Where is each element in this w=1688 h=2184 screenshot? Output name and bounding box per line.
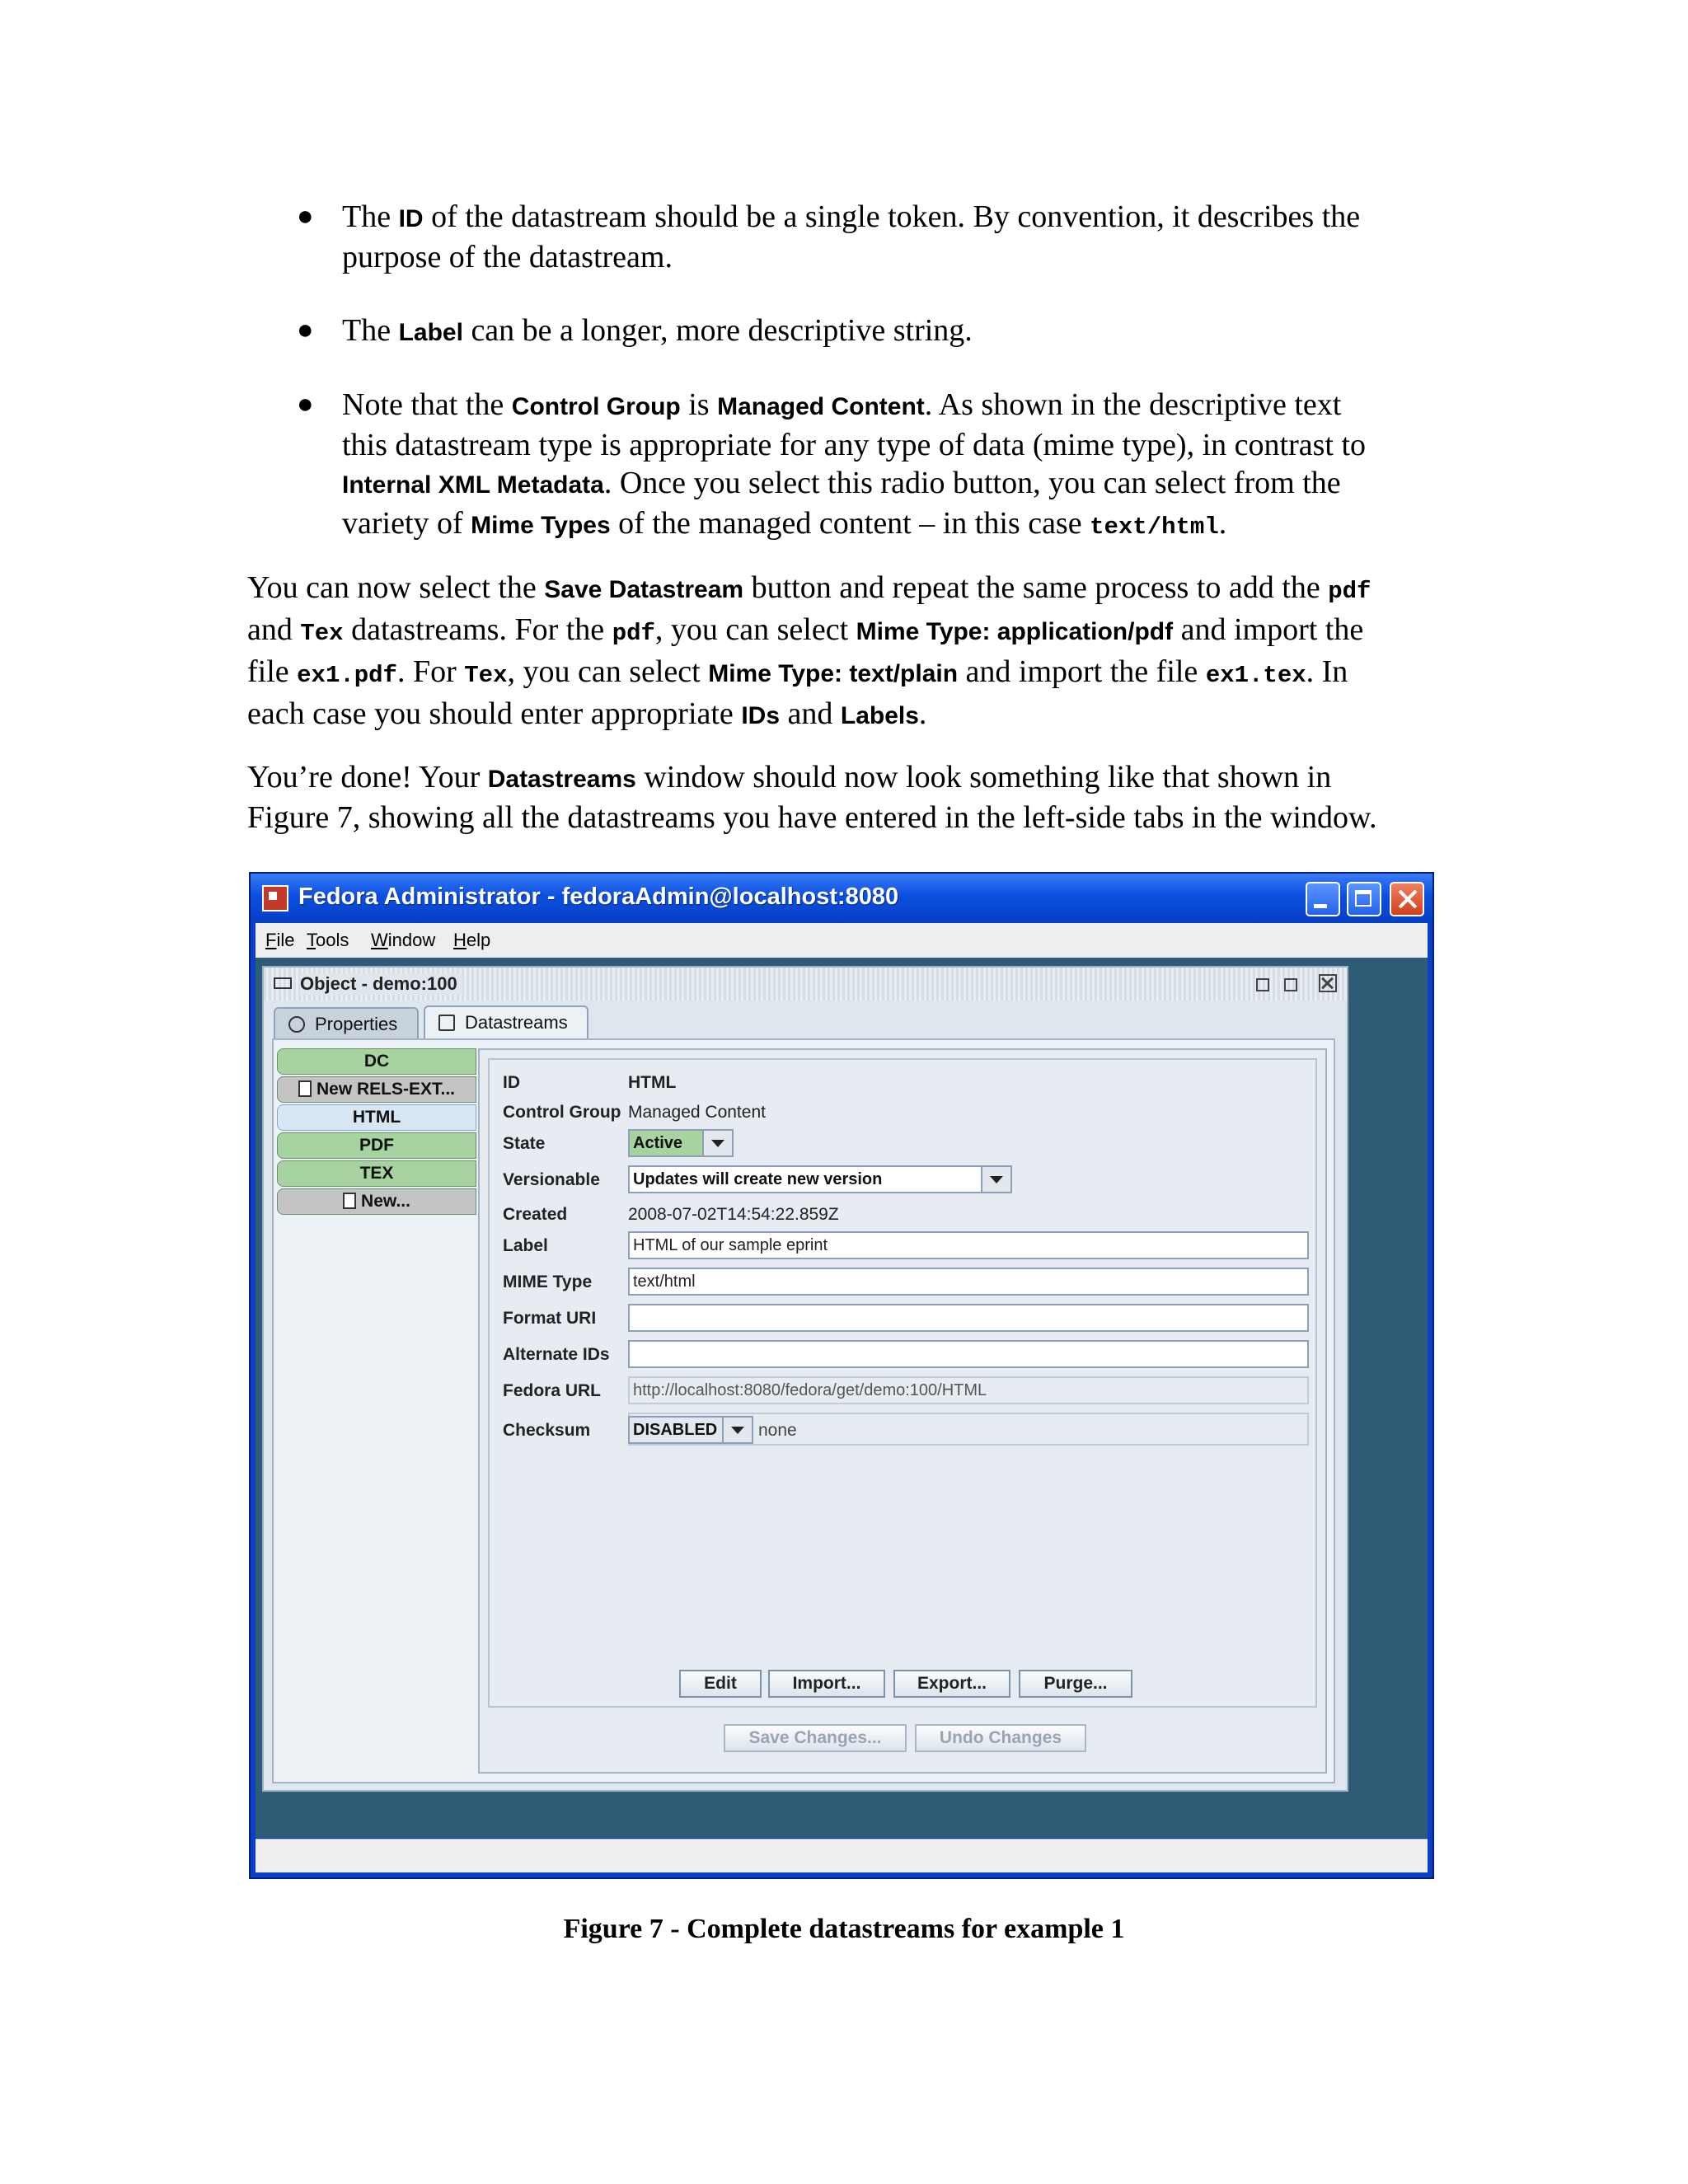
alternate-ids-label: Alternate IDs bbox=[503, 1345, 610, 1364]
app-icon bbox=[262, 885, 288, 912]
text: and bbox=[247, 612, 301, 647]
state-value: Active bbox=[633, 1134, 683, 1152]
text: . Once you select this radio button, you can select from the bbox=[603, 466, 1341, 500]
text: You can now select the bbox=[247, 570, 545, 605]
keyword: Mime Types bbox=[471, 512, 611, 539]
created-value: 2008-07-02T14:54:22.859Z bbox=[628, 1205, 839, 1224]
tab-label: PDF bbox=[359, 1136, 394, 1155]
menu-label: ools bbox=[316, 930, 349, 950]
keyword: Internal XML Metadata bbox=[342, 471, 604, 499]
bullet-label bbox=[297, 312, 1463, 352]
text: window should now look something like that shown in bbox=[635, 760, 1332, 794]
state-label: State bbox=[503, 1134, 546, 1153]
code: pdf bbox=[1328, 578, 1372, 605]
iconify-icon[interactable] bbox=[1256, 978, 1269, 991]
keyword: ID bbox=[398, 205, 424, 232]
keyword: Control Group bbox=[511, 393, 681, 420]
chevron-down-icon[interactable] bbox=[722, 1418, 752, 1442]
label-field[interactable]: HTML of our sample eprint bbox=[628, 1231, 1309, 1259]
maximize-frame-icon[interactable] bbox=[1284, 978, 1297, 991]
tab-label: Properties bbox=[315, 1014, 398, 1034]
text: of the datastream should be a single token. By convention, it describes the bbox=[423, 199, 1361, 234]
datastream-tab-html[interactable] bbox=[277, 1104, 476, 1131]
save-changes-button[interactable]: Save Changes... bbox=[724, 1724, 907, 1752]
mime-type-field[interactable]: text/html bbox=[628, 1268, 1309, 1296]
mime-type-label: MIME Type bbox=[503, 1272, 593, 1291]
new-document-icon bbox=[298, 1080, 312, 1097]
edit-button[interactable]: Edit bbox=[679, 1670, 762, 1698]
text: Note that the bbox=[342, 387, 512, 422]
bullet-dot: ● bbox=[297, 201, 314, 232]
paragraph-done bbox=[247, 758, 1484, 837]
versionable-select[interactable] bbox=[628, 1165, 1012, 1193]
close-frame-icon[interactable] bbox=[1319, 974, 1337, 992]
text: variety of bbox=[342, 506, 471, 541]
keyword: Mime Type: application/pdf bbox=[856, 618, 1174, 645]
text: this datastream type is appropriate for any type of data (mime type), in contrast to bbox=[342, 428, 1366, 462]
maximize-icon[interactable] bbox=[1347, 882, 1381, 916]
id-label: ID bbox=[503, 1073, 520, 1092]
fedora-url-field[interactable]: http://localhost:8080/fedora/get/demo:100/HTML bbox=[628, 1376, 1309, 1404]
menu-window[interactable] bbox=[371, 930, 435, 951]
text: , you can select bbox=[654, 612, 856, 647]
code: Tex bbox=[464, 662, 508, 689]
state-select[interactable] bbox=[628, 1129, 734, 1157]
tab-label: Datastreams bbox=[465, 1012, 568, 1033]
control-group-label: Control Group bbox=[503, 1103, 621, 1122]
text: You’re done! Your bbox=[247, 760, 488, 794]
menu-file[interactable] bbox=[265, 930, 294, 951]
text: and import the bbox=[1173, 612, 1364, 647]
menu-label: elp bbox=[466, 930, 491, 950]
text: can be a longer, more descriptive string. bbox=[462, 313, 973, 348]
text: The bbox=[342, 199, 399, 234]
tab-properties[interactable] bbox=[274, 1007, 419, 1038]
text: , you can select bbox=[507, 654, 709, 689]
import-button[interactable]: Import... bbox=[768, 1670, 885, 1698]
close-icon[interactable] bbox=[1390, 882, 1424, 916]
text: purpose of the datastream. bbox=[342, 240, 673, 274]
created-label: Created bbox=[503, 1205, 568, 1224]
text: . bbox=[918, 696, 927, 731]
text: file bbox=[247, 654, 298, 689]
fedora-url-label: Fedora URL bbox=[503, 1381, 602, 1400]
datastream-tab-dc[interactable] bbox=[277, 1048, 476, 1075]
format-uri-field[interactable] bbox=[628, 1304, 1309, 1332]
keyword: Labels bbox=[840, 702, 919, 729]
checksum-select[interactable] bbox=[628, 1416, 753, 1444]
chevron-down-icon[interactable] bbox=[981, 1167, 1010, 1192]
new-document-icon bbox=[343, 1193, 356, 1209]
object-internal-frame bbox=[262, 966, 1348, 1792]
tab-label: TEX bbox=[359, 1164, 394, 1183]
checksum-value: DISABLED bbox=[633, 1421, 718, 1439]
object-frame-titlebar[interactable] bbox=[264, 968, 1347, 1001]
menu-bar bbox=[256, 923, 1428, 958]
tab-label: DC bbox=[363, 1052, 390, 1071]
text: . As shown in the descriptive text bbox=[924, 387, 1342, 422]
datastreams-panel bbox=[272, 1038, 1335, 1783]
tab-label: New... bbox=[361, 1192, 410, 1211]
text: each case you should enter appropriate bbox=[247, 696, 742, 731]
object-icon bbox=[274, 977, 292, 989]
info-icon bbox=[288, 1016, 305, 1033]
keyword: Save Datastream bbox=[544, 576, 744, 603]
text: and bbox=[780, 696, 841, 731]
undo-changes-button[interactable]: Undo Changes bbox=[915, 1724, 1086, 1752]
tab-label: HTML bbox=[352, 1108, 401, 1127]
checksum-label: Checksum bbox=[503, 1421, 591, 1440]
datastream-detail bbox=[478, 1048, 1327, 1774]
keyword: Label bbox=[398, 319, 463, 346]
id-value: HTML bbox=[628, 1073, 677, 1092]
minimize-icon[interactable] bbox=[1306, 882, 1340, 916]
menu-label: indow bbox=[387, 930, 436, 950]
versionable-value: Updates will create new version bbox=[633, 1170, 883, 1188]
mnemonic: T bbox=[307, 930, 316, 950]
keyword: IDs bbox=[741, 702, 780, 729]
tab-label: New RELS-EXT... bbox=[316, 1080, 456, 1099]
text: . In bbox=[1306, 654, 1348, 689]
datastream-tab-tex[interactable] bbox=[277, 1160, 476, 1187]
menu-tools[interactable] bbox=[307, 930, 349, 951]
mnemonic: W bbox=[371, 930, 388, 950]
object-title: Object - demo:100 bbox=[300, 973, 462, 995]
keyword: Mime Type: text/plain bbox=[708, 660, 959, 687]
text: . bbox=[1218, 506, 1227, 541]
text: Figure 7, showing all the datastreams you have entered in the left-side tabs in the window. bbox=[247, 800, 1377, 835]
code: pdf bbox=[612, 620, 655, 647]
menu-help[interactable] bbox=[453, 930, 490, 951]
datastream-form bbox=[488, 1058, 1317, 1708]
paragraph-save-datastream bbox=[247, 569, 1467, 735]
fedora-admin-window bbox=[249, 872, 1434, 1879]
mnemonic: H bbox=[453, 930, 467, 950]
bullet-dot: ● bbox=[297, 389, 314, 419]
datastream-tab-pdf[interactable] bbox=[277, 1132, 476, 1159]
label-label: Label bbox=[503, 1236, 548, 1255]
code: text/html bbox=[1090, 513, 1219, 541]
purge-button[interactable]: Purge... bbox=[1019, 1670, 1132, 1698]
versionable-label: Versionable bbox=[503, 1170, 600, 1189]
text: . For bbox=[396, 654, 465, 689]
text: datastreams. For the bbox=[343, 612, 612, 647]
keyword: Managed Content bbox=[717, 393, 925, 420]
text: is bbox=[680, 387, 718, 422]
alternate-ids-field[interactable] bbox=[628, 1340, 1309, 1368]
window-titlebar[interactable] bbox=[251, 874, 1432, 923]
figure-caption: Figure 7 - Complete datastreams for example 1 bbox=[563, 1914, 1125, 1944]
datastream-icon bbox=[438, 1015, 455, 1031]
keyword: Datastreams bbox=[487, 766, 636, 793]
mnemonic: F bbox=[265, 930, 277, 950]
format-uri-label: Format URI bbox=[503, 1309, 597, 1328]
checksum-text: none bbox=[758, 1421, 797, 1440]
code: ex1.pdf bbox=[297, 662, 397, 689]
code: Tex bbox=[300, 620, 344, 647]
bullet-dot: ● bbox=[297, 315, 314, 345]
code: ex1.tex bbox=[1205, 662, 1306, 689]
export-button[interactable]: Export... bbox=[893, 1670, 1010, 1698]
chevron-down-icon[interactable] bbox=[702, 1131, 732, 1155]
bullet-id bbox=[297, 198, 1463, 276]
datastream-tab-new-rels-ext[interactable] bbox=[277, 1076, 476, 1103]
text: of the managed content – in this case bbox=[610, 506, 1090, 541]
status-bar bbox=[256, 1839, 1428, 1872]
datastream-tab-new[interactable] bbox=[277, 1188, 476, 1215]
menu-label: ile bbox=[276, 930, 295, 950]
tab-datastreams[interactable] bbox=[424, 1005, 588, 1038]
window-title: Fedora Administrator - fedoraAdmin@localhost:8080 bbox=[298, 883, 899, 910]
bullet-control-group bbox=[297, 386, 1463, 546]
text: button and repeat the same process to add the bbox=[743, 570, 1329, 605]
text: and import the file bbox=[958, 654, 1206, 689]
text: The bbox=[342, 313, 399, 348]
control-group-value: Managed Content bbox=[628, 1103, 766, 1122]
